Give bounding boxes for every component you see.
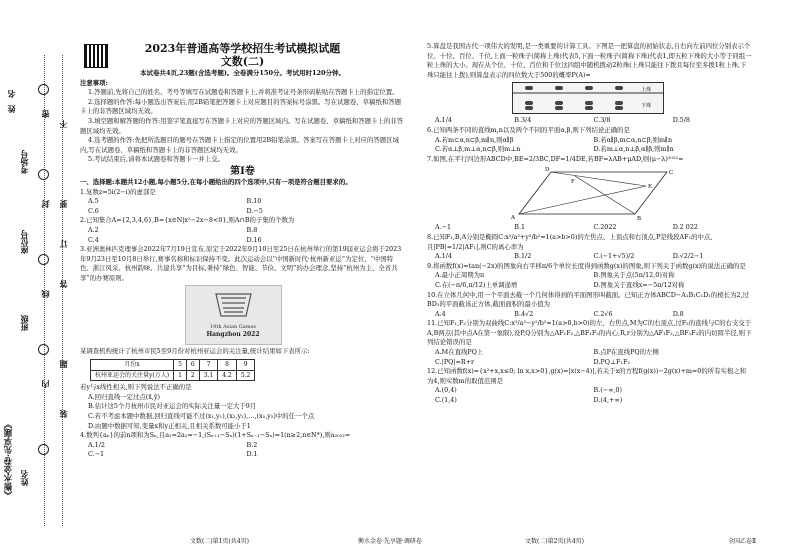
question-stem: 1.复数z=5i(2−i)的虚部是 [80, 187, 156, 196]
seal-char-2: 线 [40, 290, 50, 298]
label-exam-room: 考场号 [19, 150, 29, 174]
option: A.1/4 [435, 116, 452, 125]
option: D.2 022 [672, 223, 698, 232]
option: A.4 [435, 309, 446, 318]
label-class: 班级 [19, 315, 29, 331]
question-7 [427, 155, 752, 233]
question-6 [427, 126, 752, 155]
option: B.1/2 [514, 252, 532, 261]
option: B.4√2 [514, 309, 534, 318]
option: C.|PQ|=R+r [435, 357, 475, 366]
option: C.若不考虑本题中数据,回归直线可能不过(x₁,y₁),(x₂,y₂),…,(x₅,y₅)中的任一个点 [88, 412, 315, 421]
seal-char-0: 密 [40, 110, 50, 118]
asian-games-logo [185, 285, 282, 345]
seal-circle [38, 80, 49, 99]
option: C.(1,4) [435, 396, 457, 405]
option: A.1/2 [88, 440, 105, 449]
option: B.8 [246, 225, 258, 234]
question-1 [80, 188, 405, 217]
option: A.回归直线一定过点(x̄,ȳ) [88, 392, 161, 401]
footer-right: 文数(二)第2页(共4页) [525, 538, 584, 545]
table-cell: 4.2 [218, 370, 237, 381]
question-9 [427, 262, 752, 291]
option: B.2 [246, 440, 258, 449]
option: A.(0,4) [435, 386, 457, 395]
question-prompt: 若y与x线性相关,则下列说法不正确的是 [80, 383, 192, 392]
option: A.−1 [435, 223, 452, 232]
option: D.√2/2−1 [672, 252, 704, 261]
option: C.(−1+√5)/2 [593, 252, 635, 261]
abacus-label-lower: 下珠 [641, 103, 652, 110]
table-row [91, 370, 255, 381]
seal-char-1: 封 [40, 200, 50, 208]
footer-far-right: 全国乙卷Ⅱ [728, 538, 757, 545]
option: D.(4,+∞) [593, 396, 623, 405]
question-10 [427, 291, 752, 320]
figure-label: B [637, 216, 642, 222]
seal-char-6: 答 [58, 280, 68, 288]
question-stem: 6.已知两条不同的直线m,n以及两个不同的平面α,β,则下列结论正确的是 [427, 125, 630, 134]
survey-text: 某调查机构统计了杭州市民5至9月份对杭州亚运会的关注量,统计结果如下表所示: [80, 347, 310, 356]
footer-left: 文数(二)第1页(共4页) [190, 538, 249, 545]
notice-item: 2.选择题的作答:每小题选出答案后,用2B铅笔把答题卡上对应题目的答案标号涂黑。写在试题卷、草稿纸和答题卡上的非答题区域均无效。 [80, 97, 402, 116]
option: A.2 [88, 225, 99, 234]
question-stem: 12.已知函数f(x)={x²+x,x≤0; ln x,x>0},g(x)=|x(x−4)|,若关于x的方程f(g(x))−2g(x)+m=0的所有实根之和为4,则实数m的取值范围是 [427, 367, 747, 385]
notice-item: 5.考试结束后,请将本试题卷和答题卡一并上交。 [88, 155, 224, 164]
option: C.6 [88, 206, 99, 215]
binding-top-label-0: 名 [6, 90, 16, 98]
question-5 [427, 42, 752, 126]
seal-char-5: 要 [58, 200, 68, 208]
option: B.10 [246, 197, 262, 206]
footer-center: 衡水金卷·先享题·调研卷 [358, 538, 422, 545]
option: D.若m⊥α,n⊥β,α∥β,则m∥n [593, 145, 674, 154]
option: C.−1 [88, 450, 105, 459]
question-11 [427, 319, 752, 367]
option: B.估计这5个月杭州市民对亚运会的实际关注量一定大于9月 [88, 402, 257, 411]
binding-top-label-1: 姓 [6, 105, 16, 113]
data-table [90, 359, 255, 381]
seal-circle [38, 340, 49, 359]
question-stem: 9.将函数f(x)=tan(−2x)的图象向右平移π/6个单位长度得到函数g(x)的图象,则下列关于函数g(x)的说法正确的是 [427, 261, 746, 270]
binding-margin [0, 0, 70, 551]
notice-item: 3.填空题和解答题的作答:用签字笔直接写在答题卡上对应的答题区域内。写在试题卷、草稿纸和答题卡上的非答题区域均无效。 [80, 116, 403, 135]
option: D.8 [672, 309, 684, 318]
exam-subtitle: 文数(二) [220, 55, 265, 68]
seal-char-4: 不 [58, 120, 68, 128]
question-stem: 10.在立体几何中,用一个平面去截一个几何体得到的平面图形叫截面。已知正方体ABCD−A₁B₁C₁D₁的棱长为2,过BD₁的平面截该正方体,截面面积的最小值为 [427, 290, 749, 309]
question-4 [80, 431, 405, 460]
option: B.点P在直线PQ的左侧 [593, 348, 659, 357]
table-cell: 1 [174, 370, 187, 381]
seal-circle [38, 165, 49, 184]
option: D.−5 [246, 206, 263, 215]
option: D.1 [246, 450, 258, 459]
section-instructions: 一、选择题:本题共12小题,每小题5分,在每小题给出的四个选项中,只有一项是符合题目要求的。 [80, 177, 352, 186]
figure-label: C [669, 170, 674, 177]
binding-right-label-0: 订 [58, 240, 68, 248]
seal-circle [38, 250, 49, 269]
seal-circle [38, 440, 49, 459]
question-stem: 4.数列{aₙ}的前n项和为Sₙ,且a₁=2a₂=−1,(Sₙ₊₁−Sₙ)(1+Sₙ₋₁−Sₙ)=1(n≥2,n∈N*),则a₂₀₂₂= [80, 431, 351, 440]
option: B.若α∥β,m⊂α,n⊂β,则m∥n [593, 135, 673, 144]
option: C.3/8 [593, 116, 611, 125]
option: A.若m⊂α,n⊂β,m∥n,则α∥β [435, 135, 514, 144]
option: C.2022 [593, 223, 617, 232]
logo-text-line1: 19th Asian Games [210, 324, 256, 331]
table-header-cell: 月份x [91, 360, 174, 371]
left-column [80, 42, 405, 460]
option: C.2√6 [593, 309, 613, 318]
option: A.最小正周期为π [435, 271, 485, 280]
option: A.M在直线PQ上 [435, 348, 484, 357]
section-title: 第Ⅰ卷 [230, 165, 255, 177]
question-2 [80, 216, 405, 245]
figure-label: D [545, 167, 550, 174]
seal-char-7: 题 [58, 360, 68, 368]
right-column [427, 42, 752, 406]
table-header-cell: 5 [174, 360, 187, 371]
question-3 [80, 245, 405, 431]
table-cell: 5.2 [236, 370, 255, 381]
question-stem: 5.算盘是我国古代一项伟大的发明,是一类重要的计算工具。下图是一把算盘的初始状态,自右向左前四位分别表示个位、十位、百位、千位,上面一粒珠子(简称上珠)代表5,下面一粒珠子(简称下珠)代表1,即五粒下珠的大小等于同组一粒上珠的大小。现在从个位、十位、百位和千位这四组中随机拨动2粒珠(上珠只能往下拨且每位至多拨1粒上珠,下珠只能往上拨),则算盘表示的四位数大于500的概率P(A)= [427, 42, 752, 79]
table-header-cell: 7 [199, 360, 218, 371]
option: D.16 [246, 235, 262, 244]
figure-label: F [571, 179, 575, 186]
option: A.5 [88, 197, 99, 206]
option: A.1/4 [435, 252, 452, 261]
exam-title: 2023年普通高等学校招生考试模拟试题 [144, 42, 341, 55]
abacus-figure [512, 82, 664, 114]
exam-meta: 本试卷共4页,23题(含选考题)。全卷满分150分。考试用时120分钟。 [139, 69, 346, 77]
logo-text-line2: Hangzhou 2022 [206, 331, 260, 339]
question-stem: 7.如图,在平行四边形ABCD中,BE=2/3BC,DF=1/4DE,若BF=λAB+μAD,则(μ−λ)²⁰²²= [427, 154, 684, 163]
option: B.3/4 [514, 116, 532, 125]
table-cell: 3.1 [199, 370, 218, 381]
binding-right-label-1: 装 [58, 410, 68, 418]
table-cell: 2 [186, 370, 199, 381]
option: B.图象关于点(5π/12,0)对称 [593, 271, 675, 280]
question-8 [427, 233, 752, 262]
question-stem: 11.已知F₁,F₂分别为双曲线C:x²/a²−y²/b²=1(a>0,b>0)的左、右焦点,M为C的右顶点,过F₂的直线与C的右支交于A,B两点(其中点A在第一象限),设P,Q分别为△AF₁F₂,△BF₁F₂的内心,R,r分别为△AF₁F₂,△BF₁F₂的内切圆半径,则下列结论错误的是 [427, 319, 752, 347]
question-stem: 2.已知集合A={2,3,4,6},B={x∈N|x²−2x−8<0},则A∩B的子集的个数为 [80, 216, 295, 225]
figure-label: E [648, 184, 653, 191]
series-label: 《衡水金卷·先享题》 [4, 420, 14, 500]
table-row-label: 杭州亚运会的关注量y(万人) [91, 370, 174, 381]
option: C.在(−π/6,π/12)上单调递增 [435, 280, 518, 289]
abacus-label-upper: 上珠 [641, 87, 652, 94]
seal-char-3: 内 [40, 380, 50, 388]
table-header-cell: 8 [218, 360, 237, 371]
option: B.1 [514, 223, 526, 232]
option: C.若α⊥β,m⊥α,n⊂β,则m⊥n [435, 145, 521, 154]
notice-heading: 注意事项: [80, 78, 108, 87]
option: C.4 [88, 235, 99, 244]
table-row [91, 360, 255, 371]
label-name: 姓名 [19, 470, 29, 486]
figure-label: A [511, 215, 515, 222]
notice-item: 4.选考题的作答:先把所选题目的题号在答题卡上指定的位置用2B铅笔涂黑。答案写在答题卡上对应的答题区域内,写在试题卷、草稿纸和答题卡上的非答题区域均无效。 [80, 136, 399, 154]
table-header-cell: 9 [236, 360, 255, 371]
parallelogram-figure [507, 166, 677, 221]
notice-item: 1.答题前,先将自己的姓名、考号等填写在试题卷和答题卡上,并将准考证号条形码粘贴在答题卡上的指定位置。 [88, 88, 399, 97]
option: D.图象关于直线x=−5π/12对称 [593, 280, 685, 289]
option: D.PQ⊥F₁F₂ [593, 357, 630, 366]
option: D.5/8 [672, 116, 690, 125]
table-header-cell: 6 [186, 360, 199, 371]
question-12 [427, 367, 752, 405]
option: D.由题中数据可知,变量x和y正相关,且相关系数可能小于1 [88, 421, 251, 430]
option: B.(−∞,0) [593, 386, 622, 395]
question-stem: 8.已知F₁,B,A分别是椭圆C:x²/a²+y²/b²=1(a>b>0)的左焦点、上顶点和右顶点,P是线段AF₁的中点,且|PB|=1/2|AF₁|,则C的离心率为 [427, 232, 713, 251]
label-seat: 座位号 [19, 230, 29, 254]
question-stem: 3.亚洲奥林匹克理事会2022年7月19日宣布,原定于2022年9月10日至25日在杭州举行的第19届亚运会将于2023年9月23日至10月8日举行,赛事名称和标识保持不变。此次运动会以“中国新时代·杭州新亚运”为定位、“中国特色、浙江风采、杭州韵味、共建共享”为目标,秉持“绿色、智能、节俭、文明”的办会理念,坚持“杭州为主、全省共享”的办赛原则。 [80, 245, 402, 282]
